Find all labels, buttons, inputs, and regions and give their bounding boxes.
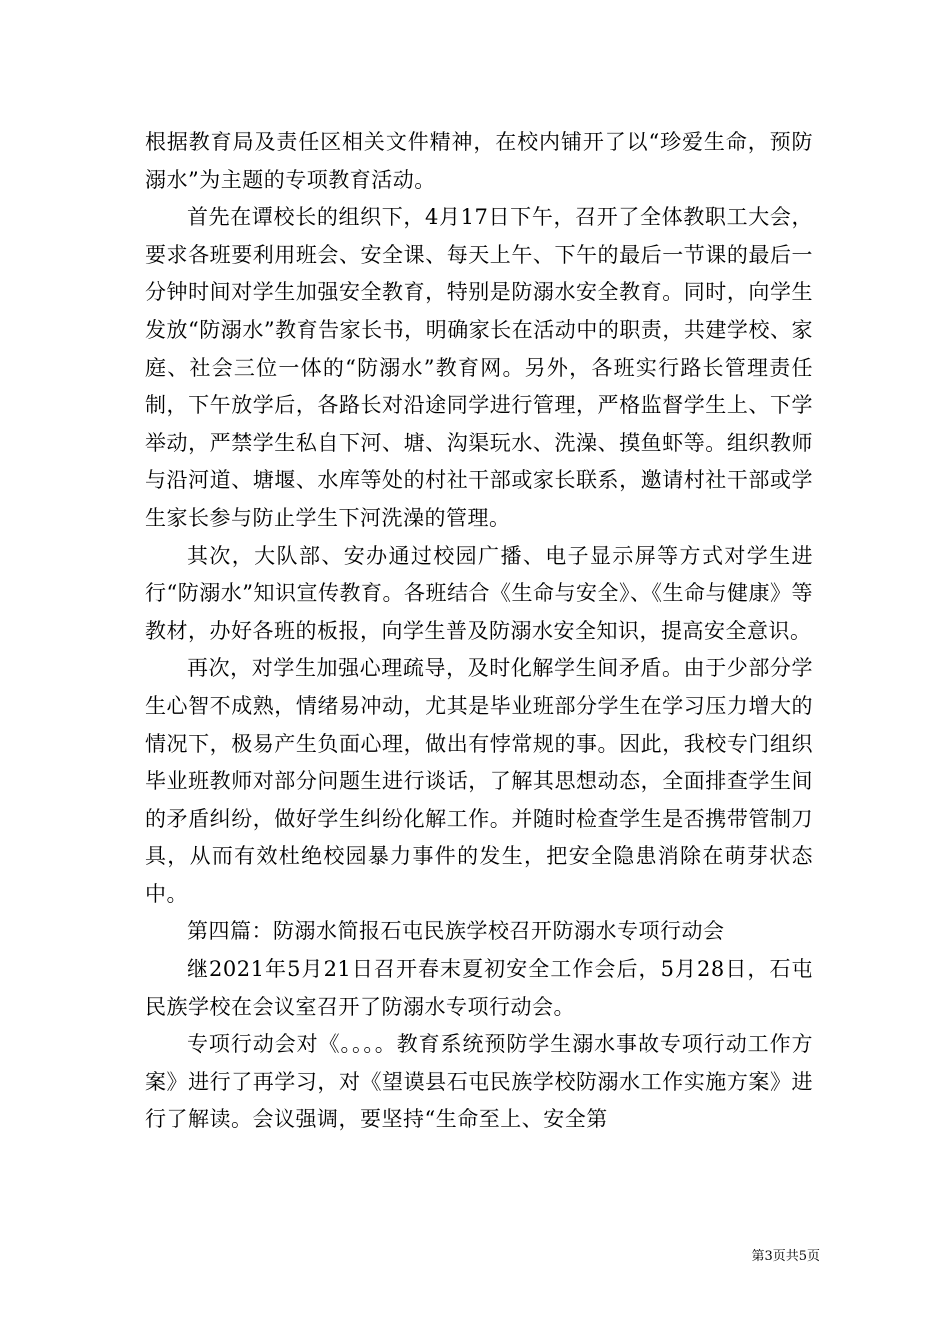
paragraph-second-measures: 其次，大队部、安办通过校园广播、电子显示屏等方式对学生进行“防溺水”知识宣传教育。各班结合《生命与安全》、《生命与健康》等教材，办好各班的板报，向学生普及防溺水安全知识，提高安全意识。 — [145, 543, 813, 643]
section-heading-part-four: 第四篇：防溺水简报石屯民族学校召开防溺水专项行动会 — [187, 919, 725, 944]
page-number-footer: 第3页共5页 — [751, 1249, 820, 1264]
paragraph-third-measures: 再次，对学生加强心理疏导，及时化解学生间矛盾。由于少部分学生心智不成熟，情绪易冲动，尤其是毕业班部分学生在学习压力增大的情况下，极易产生负面心理，做出有悖常规的事。因此，我校专门组织毕业班教师对部分问题生进行谈话，了解其思想动态，全面排查学生间的矛盾纠纷，做好学生纠纷化解工作。并随时检查学生是否携带管制刀具，从而有效杜绝校园暴力事件的发生，把安全隐患消除在萌芽状态中。 — [145, 656, 813, 906]
paragraph-continuation: 根据教育局及责任区相关文件精神，在校内铺开了以“珍爱生命，预防溺水”为主题的专项教育活动。 — [145, 130, 813, 192]
document-body — [145, 124, 813, 1139]
paragraph-meeting-content: 专项行动会对《。。。。教育系统预防学生溺水事故专项行动工作方案》进行了再学习，对《望谟县石屯民族学校防溺水工作实施方案》进行了解读。会议强调，要坚持“生命至上、安全第 — [145, 1032, 813, 1132]
paragraph-first-measures: 首先在谭校长的组织下，4月17日下午，召开了全体教职工大会，要求各班要利用班会、安全课、每天上午、下午的最后一节课的最后一分钟时间对学生加强安全教育，特别是防溺水安全教育。同时，向学生发放“防溺水”教育告家长书，明确家长在活动中的职责，共建学校、家庭、社会三位一体的“防溺水”教育网。另外，各班实行路长管理责任制，下午放学后，各路长对沿途同学进行管理，严格监督学生上、下学举动，严禁学生私自下河、塘、沟渠玩水、洗澡、摸鱼虾等。组织教师与沿河道、塘堰、水库等处的村社干部或家长联系，邀请村社干部或学生家长参与防止学生下河洗澡的管理。 — [145, 205, 813, 530]
paragraph-meeting-intro: 继2021年5月21日召开春末夏初安全工作会后，5月28日，石屯民族学校在会议室召开了防溺水专项行动会。 — [145, 957, 813, 1019]
